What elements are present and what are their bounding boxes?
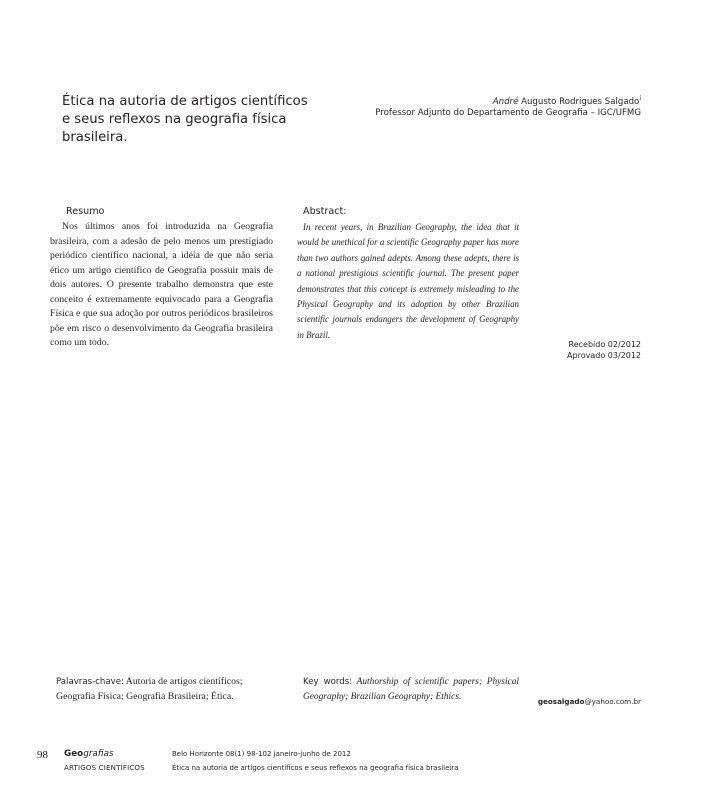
- keywords-en-text: Authorship of scientific papers; Physical Geography; Brazilian Geography; Ethics.: [303, 677, 520, 702]
- approved-date: Aprovado 03/2012: [567, 351, 641, 360]
- received-date: Recebido 02/2012: [568, 340, 641, 349]
- author-name: [375, 93, 641, 108]
- resumo-heading: Resumo: [66, 206, 105, 217]
- author-superscript: i: [639, 95, 641, 102]
- running-title: Ética na autoria de artigos científicos e seus reflexos na geografia física brasileira: [172, 764, 459, 772]
- email-user: geosalgado: [537, 697, 585, 706]
- page-number: 98: [37, 749, 48, 761]
- author-surname: Augusto Rodrigues Salgado: [518, 96, 640, 107]
- abstract-text: In recent years, in Brazilian Geography, the idea that it would be unethical for a scientific Geography paper has more than two authors gained adepts. Among these adepts, there is a national prestigious scientific journal. The present paper demonstrates that this concept is extremely misleading to the Physical Geography and its adoption by other Brazilian scientific journals endangers the development of Geography in Brazil.: [297, 222, 519, 340]
- article-title: Ética na autoria de artigos científicos e seus reflexos na geografia física brasileira.: [62, 94, 308, 145]
- author-affiliation: Professor Adjunto do Departamento de Geografia – IGC/UFMG: [375, 107, 641, 118]
- journal-name-italic: grafias: [83, 749, 114, 759]
- keywords-en-label: Key words:: [303, 677, 353, 687]
- section-label: ARTIGOS CIENTÍFICOS: [64, 764, 145, 772]
- keywords-en: [303, 675, 519, 705]
- keywords-pt: [56, 675, 281, 704]
- resumo-text: Nos últimos anos foi introduzida na Geografia brasileira, com a adesão de pelo menos um prestigiado periódico científico nacional, a idéia de que não seria ético um artigo científico de Geografia possuir mais de dois autores. O presente trabalho demonstra que este conceito é extremamente equivocado para a Geografia Física e que sua adoção por outros periódicos brasileiros põe em risco o desenvolvimento da Geografia brasileira como um todo.: [50, 221, 273, 348]
- keywords-pt-label: Palavras-chave:: [56, 677, 124, 687]
- abstract-heading: Abstract:: [303, 206, 347, 217]
- dates-block: [567, 339, 641, 361]
- issue-info: Belo Horizonte 08(1) 98-102 janeiro-junho de 2012: [172, 750, 351, 758]
- keywords-pt-text: Autoria de artigos científicos; Geografia Física; Geografia Brasileira; Ética.: [56, 676, 243, 702]
- email-domain: @yahoo.com.br: [584, 697, 641, 706]
- journal-name: [64, 749, 113, 759]
- author-first-name: André: [492, 96, 519, 107]
- author-email[interactable]: [538, 697, 641, 706]
- journal-name-bold: Geo: [64, 749, 84, 759]
- author-block: [375, 93, 641, 119]
